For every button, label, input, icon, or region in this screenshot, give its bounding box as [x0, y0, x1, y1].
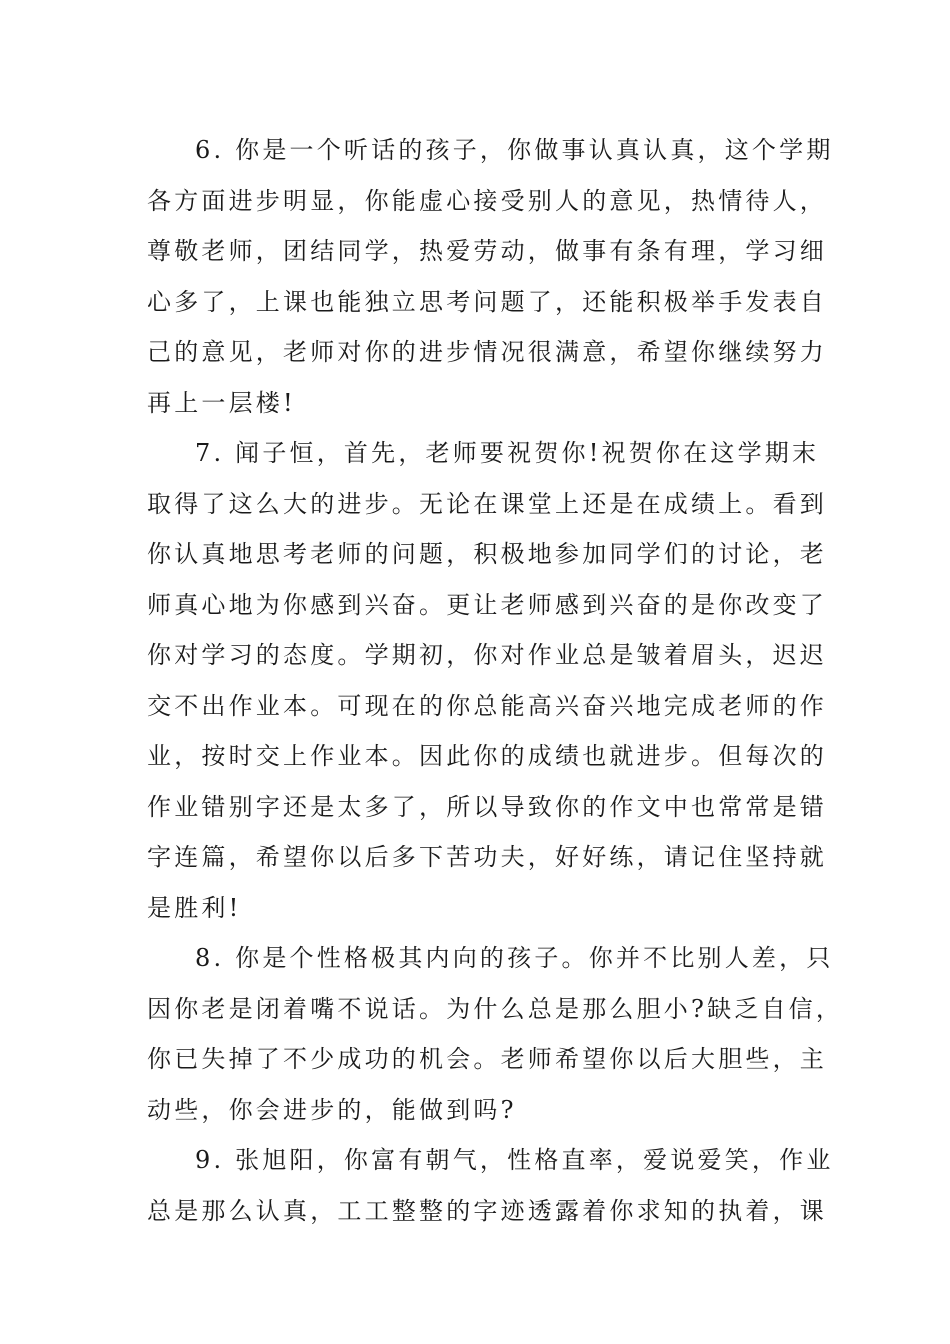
text-line: 动些，你会进步的，能做到吗? — [147, 1095, 517, 1124]
paragraph-7 — [147, 428, 827, 933]
text-line: 师真心地为你感到兴奋。更让老师感到兴奋的是你改变了 — [147, 590, 827, 619]
paragraph-9 — [147, 1135, 834, 1236]
text-line: 交不出作业本。可现在的你总能高兴奋兴地完成老师的作 — [147, 691, 827, 720]
text-line: 是胜利! — [147, 893, 242, 922]
text-line: 总是那么认真，工工整整的字迹透露着你求知的执着，课 — [147, 1196, 827, 1225]
text-line: 因你老是闭着嘴不说话。为什么总是那么胆小?缺乏自信， — [147, 994, 844, 1023]
text-line: 己的意见，老师对你的进步情况很满意，希望你继续努力 — [147, 338, 827, 366]
text-line: 业，按时交上作业本。因此你的成绩也就进步。但每次的 — [147, 742, 827, 770]
text-line: 尊敬老师，团结同学，热爱劳动，做事有条有理，学习细 — [147, 237, 827, 265]
text-line: 心多了，上课也能独立思考问题了，还能积极举手发表自 — [147, 287, 827, 316]
document-body — [147, 125, 844, 1236]
text-line: 取得了这么大的进步。无论在课堂上还是在成绩上。看到 — [147, 489, 827, 518]
text-line: 你认真地思考老师的问题，积极地参加同学们的讨论，老 — [147, 540, 827, 568]
text-line: 再上一层楼! — [147, 388, 296, 417]
text-line: 字连篇，希望你以后多下苦功夫，好好练，请记住坚持就 — [147, 843, 827, 871]
text-line: 9. 张旭阳，你富有朝气，性格直率，爱说爱笑，作业 — [195, 1146, 834, 1174]
text-line: 作业错别字还是太多了，所以导致你的作文中也常常是错 — [147, 792, 827, 821]
paragraph-6 — [147, 125, 834, 428]
paragraph-8 — [147, 933, 844, 1135]
text-line: 6. 你是一个听话的孩子，你做事认真认真，这个学期 — [195, 136, 834, 164]
text-line: 各方面进步明显，你能虚心接受别人的意见，热情待人， — [147, 186, 827, 215]
text-line: 你对学习的态度。学期初，你对作业总是皱着眉头，迟迟 — [147, 641, 827, 669]
text-line: 你已失掉了不少成功的机会。老师希望你以后大胆些，主 — [147, 1045, 827, 1073]
text-line: 7. 闻子恒，首先，老师要祝贺你!祝贺你在这学期末 — [195, 439, 820, 467]
text-line: 8. 你是个性格极其内向的孩子。你并不比别人差，只 — [195, 944, 834, 972]
